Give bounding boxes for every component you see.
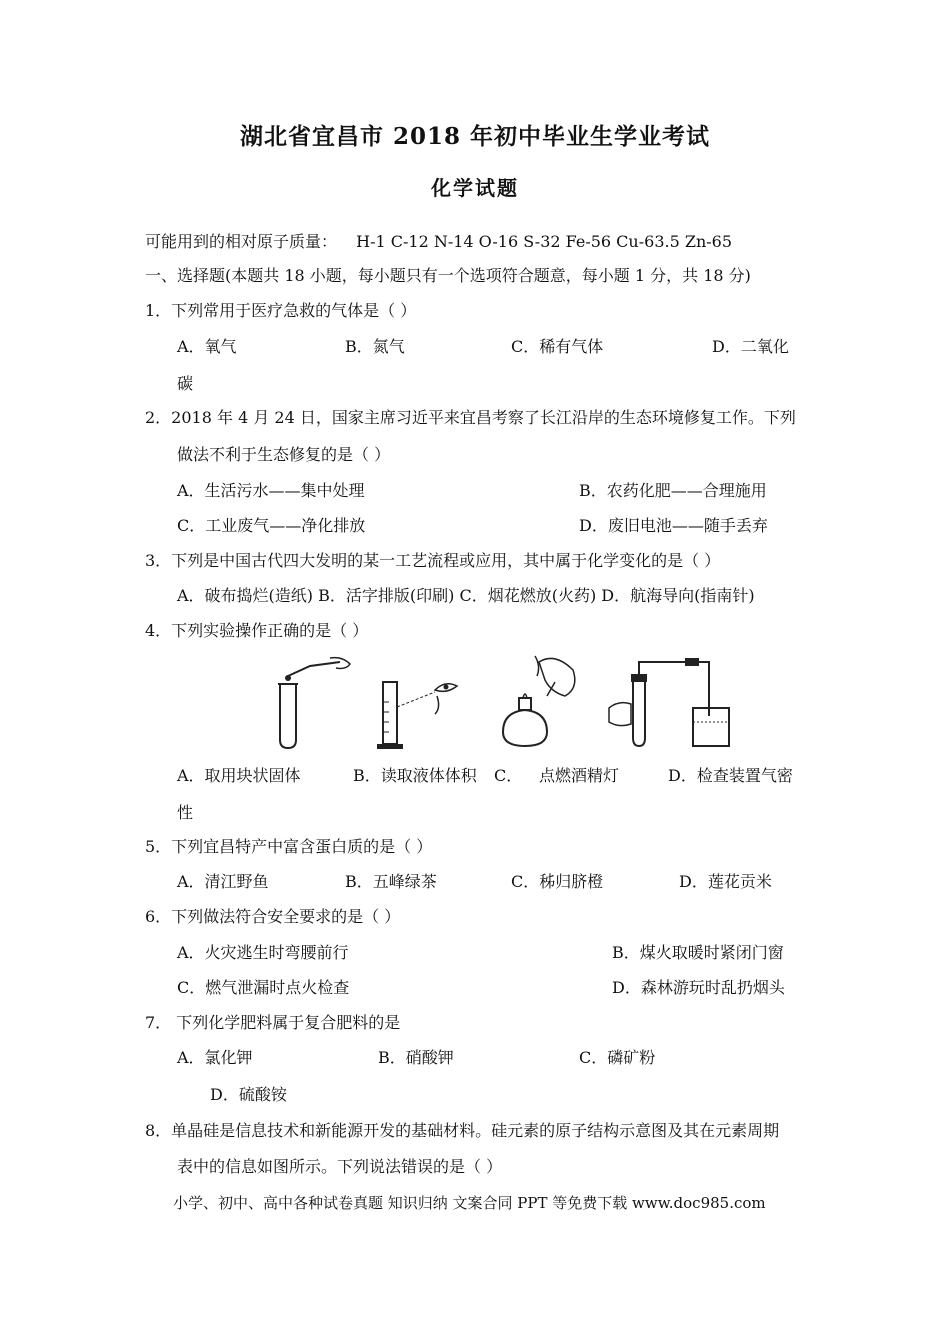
q3-options: A．破布捣烂(造纸) B．活字排版(印刷) C．烟花燃放(火药) D．航海导向(指南针) — [177, 586, 755, 605]
alcohol-lamp-figure — [495, 652, 585, 752]
q4-option-c-letter: C． — [494, 766, 523, 785]
exam-title: 湖北省宜昌市 2018 年初中毕业生学业考试 — [239, 123, 711, 150]
q2-option-c: C．工业废气——净化排放 — [177, 516, 366, 535]
q1-option-a: A．氧气 — [177, 337, 237, 356]
q6-option-a: A．火灾逃生时弯腰前行 — [177, 943, 349, 962]
atomic-mass-label: 可能用到的相对原子质量： — [145, 232, 338, 251]
q4-figures — [260, 652, 760, 752]
q1-option-d-continued: 碳 — [177, 374, 194, 393]
atomic-mass-line — [145, 232, 732, 252]
question-2-stem-line2: 做法不利于生态修复的是（ ） — [177, 445, 391, 464]
q5-option-c: C．秭归脐橙 — [511, 872, 604, 891]
airtightness-check-figure — [605, 652, 755, 752]
q1-option-d: D．二氧化 — [712, 337, 789, 356]
q4-option-d-continued: 性 — [177, 803, 194, 822]
q5-option-b: B．五峰绿茶 — [345, 872, 437, 891]
atomic-mass-values: H-1 C-12 N-14 O-16 S-32 Fe-56 Cu-63.5 Zn-65 — [356, 232, 733, 251]
q4-option-c: 点燃酒精灯 — [539, 766, 620, 785]
footer-banner: 小学、初中、高中各种试卷真题 知识归纳 文案合同 PPT 等免费下载 www.doc985.com — [173, 1194, 766, 1212]
question-8-stem: 8．单晶硅是信息技术和新能源开发的基础材料。硅元素的原子结构示意图及其在元素周期 — [145, 1121, 780, 1140]
test-tube-tweezers-figure — [270, 652, 360, 752]
question-8-stem-line2: 表中的信息如图所示。下列说法错误的是（ ） — [177, 1157, 503, 1176]
question-3-stem: 3．下列是中国古代四大发明的某一工艺流程或应用，其中属于化学变化的是（ ） — [145, 551, 721, 570]
graduated-cylinder-eye-figure — [375, 652, 475, 752]
q2-option-d: D．废旧电池——随手丢弃 — [579, 516, 768, 535]
q4-option-d: D．检查装置气密 — [668, 766, 793, 785]
question-5-stem: 5．下列宜昌特产中富含蛋白质的是（ ） — [145, 837, 433, 856]
question-6-stem: 6．下列做法符合安全要求的是（ ） — [145, 907, 401, 926]
question-4-stem: 4．下列实验操作正确的是（ ） — [145, 621, 369, 640]
q2-option-a: A．生活污水——集中处理 — [177, 481, 365, 500]
q6-option-c: C．燃气泄漏时点火检查 — [177, 978, 350, 997]
q4-option-a: A．取用块状固体 — [177, 766, 301, 785]
section-heading: 一、选择题(本题共 18 小题，每小题只有一个选项符合题意，每小题 1 分，共 18 分) — [145, 266, 751, 285]
q6-option-b: B．煤火取暖时紧闭门窗 — [612, 943, 784, 962]
q2-option-b: B．农药化肥——合理施用 — [579, 481, 767, 500]
q4-option-b: B．读取液体体积 — [353, 766, 477, 785]
exam-subtitle: 化学试题 — [431, 176, 519, 200]
question-1-stem: 1．下列常用于医疗急救的气体是（ ） — [145, 301, 417, 320]
q7-option-c: C．磷矿粉 — [579, 1048, 656, 1067]
q1-option-b: B．氮气 — [345, 337, 405, 356]
q7-option-a: A．氯化钾 — [177, 1048, 253, 1067]
q6-option-d: D．森林游玩时乱扔烟头 — [612, 978, 785, 997]
q5-option-d: D．莲花贡米 — [679, 872, 772, 891]
q7-option-d: D．硫酸铵 — [210, 1085, 287, 1104]
q7-option-b: B．硝酸钾 — [378, 1048, 454, 1067]
q5-option-a: A．清江野鱼 — [177, 872, 269, 891]
question-7-stem: 7． 下列化学肥料属于复合肥料的是 — [145, 1013, 401, 1032]
question-2-stem: 2．2018 年 4 月 24 日，国家主席习近平来宜昌考察了长江沿岸的生态环境修复工作。下列 — [145, 408, 796, 427]
q1-option-c: C．稀有气体 — [511, 337, 604, 356]
